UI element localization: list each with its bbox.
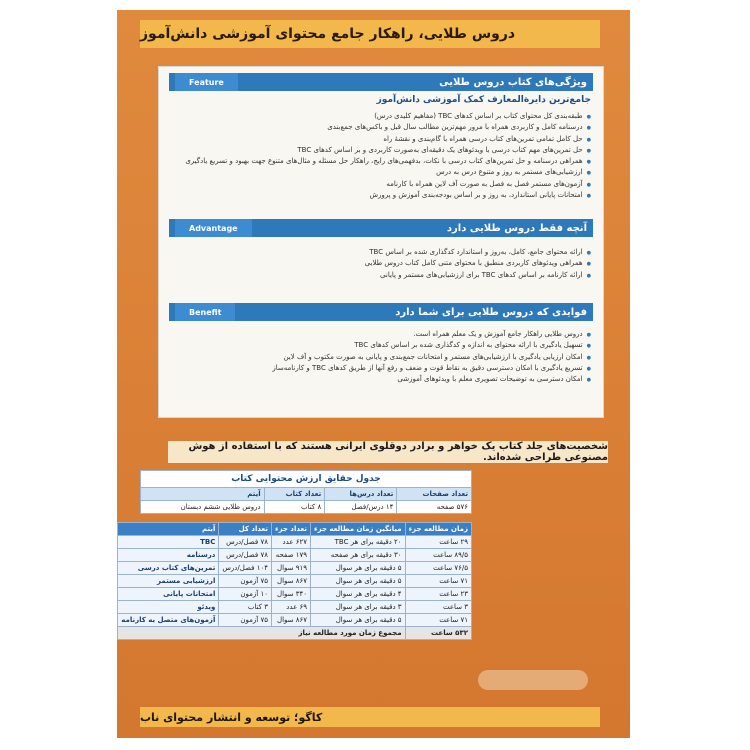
table-cell: ۱۷۹ صفحه (271, 549, 310, 562)
table-cell: ۷۵ آزمون (219, 575, 272, 588)
list-item: ● طبقه‌بندی کل محتوای کتاب بر اساس کدهای TBC (مفاهیم کلیدی درس) (173, 111, 591, 122)
table-cell: ۳۰ دقیقه برای هر صفحه (311, 549, 406, 562)
table-row (118, 601, 472, 614)
cover-title: دروس طلایی، راهکار جامع محتوای آموزشی دانش‌آموز (140, 20, 600, 48)
publisher-footer: کاگو؛ توسعه و انتشار محتوای ناب (140, 707, 600, 727)
total-label: مجموع زمان مورد مطالعه نیاز (118, 627, 405, 640)
list-item: ● دروس طلایی راهکار جامع آموزش و یک معلم همراه است. (173, 329, 591, 340)
list-item: ● آزمون‌های مستمر فصل به فصل به صورت آف لاین همراه با کارنامه (173, 179, 591, 190)
table-header: تعداد کل (219, 523, 272, 536)
table-header: آیتم (118, 523, 219, 536)
table-cell: ۵ دقیقه برای هر سوال (311, 575, 406, 588)
table-header: تعداد صفحات (397, 488, 472, 501)
advantage-en-label: Advantage (175, 219, 252, 237)
table-cell: ۴ دقیقه برای هر سوال (311, 588, 406, 601)
table-cell: ۶۹ عدد (271, 601, 310, 614)
tables-card (121, 470, 472, 670)
facts-table-title: جدول حقایق ارزش محتوایی کتاب (141, 471, 472, 488)
table-cell: ۷۸ فصل/درس (219, 549, 272, 562)
feature-header-label: ویژگی‌های کتاب دروس طلایی (439, 76, 587, 88)
table-header: زمان مطالعه جزء (405, 523, 471, 536)
total-value: ۵۳۲ ساعت (405, 627, 471, 640)
benefit-list (173, 329, 591, 385)
table-cell: دروس طلایی ششم دبستان (141, 501, 265, 514)
table-cell: امتحانات پایانی (118, 588, 219, 601)
advantage-header-label: آنچه فقط دروس طلایی دارد (446, 222, 587, 234)
benefit-header (169, 303, 593, 321)
table-header: آیتم (141, 488, 265, 501)
table-cell: ۱۴ درس/فصل (325, 501, 397, 514)
table-cell: ۳۴۰ سوال (271, 588, 310, 601)
cover-caption: شخصیت‌های جلد کتاب یک خواهر و برادر دوقلوی ایرانی هستند که با استفاده از هوش مصنوعی طراحی شده‌اند. (168, 441, 608, 463)
table-cell: ۶۲۷ عدد (271, 536, 310, 549)
table-row (118, 536, 472, 549)
list-item: ● همراهی ویدئوهای کاربردی منطبق با محتوای متنی کامل کتاب دروس طلایی (173, 258, 591, 269)
table-row (118, 549, 472, 562)
table-cell: ویدئو (118, 601, 219, 614)
table-header: تعداد درس‌ها (325, 488, 397, 501)
table-cell: ۷۶/۵ ساعت (405, 562, 471, 575)
feature-en-label: Feature (175, 73, 238, 91)
feature-header (169, 73, 593, 91)
table-row (141, 501, 472, 514)
table-cell: ۵ دقیقه برای هر سوال (311, 614, 406, 627)
table-cell: TBC (118, 536, 219, 549)
list-item: ● حل تمرین‌های مهم کتاب درسی با ویدئوهای یک دقیقه‌ای به‌صورت کاربردی و بر اساس کدهای TBC (173, 145, 591, 156)
table-cell: ۵ دقیقه برای هر سوال (311, 562, 406, 575)
feature-subtitle: جامع‌ترین دایرةالمعارف کمک آموزشی دانش‌آموز (376, 95, 591, 105)
table-header: تعداد کتاب (264, 488, 325, 501)
facts-table (140, 470, 472, 514)
table-cell: ۷۱ ساعت (405, 614, 471, 627)
table-cell: ۸۹/۵ ساعت (405, 549, 471, 562)
list-item: ● ارزشیابی‌های مستمر به روز و متنوع درس به درس (173, 167, 591, 178)
table-cell: ۲۳ ساعت (405, 588, 471, 601)
list-item: ● ارائه محتوای جامع، کامل، به‌روز و استاندارد کدگذاری شده بر اساس TBC (173, 247, 591, 258)
table-cell: ۳ ساعت (405, 601, 471, 614)
table-cell: ۸ کتاب (264, 501, 325, 514)
table-header: تعداد جزء (271, 523, 310, 536)
feature-list (173, 111, 591, 201)
table-cell: ۳ دقیقه برای هر سوال (311, 601, 406, 614)
table-cell: ۷۸ فصل/درس (219, 536, 272, 549)
table-cell: ۷۱ ساعت (405, 575, 471, 588)
blurred-sticker (478, 670, 588, 690)
list-item: ● امتحانات پایانی استاندارد، به روز و بر اساس بودجه‌بندی آموزش و پرورش (173, 190, 591, 201)
table-header: میانگین زمان مطالعه جزء (311, 523, 406, 536)
list-item: ● تسریع یادگیری با امکان دسترسی دقیق به نقاط قوت و ضعف و رفع آنها از طریق کدهای TBC و کارنامه‌ساز (173, 363, 591, 374)
table-cell: ۳ کتاب (219, 601, 272, 614)
total-row (118, 627, 472, 640)
table-cell: ۲۰ دقیقه برای هر TBC (311, 536, 406, 549)
table-cell: ۸۶۷ سوال (271, 614, 310, 627)
table-row (118, 575, 472, 588)
advantage-list (173, 247, 591, 281)
benefit-header-label: فوایدی که دروس طلایی برای شما دارد (395, 306, 587, 318)
table-cell: ۱۰۴ فصل/درس (219, 562, 272, 575)
table-row (118, 588, 472, 601)
table-cell: ارزشیابی مستمر (118, 575, 219, 588)
study-time-table (117, 522, 472, 640)
table-cell: ۹۱۹ سوال (271, 562, 310, 575)
list-item: ● حل کامل تمامی تمرین‌های کتاب درسی همراه با گام‌بندی و نقشهٔ راه (173, 134, 591, 145)
table-cell: تمرین‌های کتاب درسی (118, 562, 219, 575)
table-row (118, 614, 472, 627)
advantage-header (169, 219, 593, 237)
table-cell: ۲۹ ساعت (405, 536, 471, 549)
table-cell: ۷۵ آزمون (219, 614, 272, 627)
list-item: ● امکان ارزیابی یادگیری با ارزشیابی‌های مستمر و امتحانات جمع‌بندی و پایانی به صورت مکتوب و آف لاین (173, 352, 591, 363)
table-row (118, 562, 472, 575)
table-cell: آزمون‌های متصل به کارنامه (118, 614, 219, 627)
table-cell: ۵۷۶ صفحه (397, 501, 472, 514)
table-cell: درسنامه (118, 549, 219, 562)
info-card (158, 66, 604, 418)
table-cell: ۸۶۷ سوال (271, 575, 310, 588)
benefit-en-label: Benefit (175, 303, 235, 321)
list-item: ● درسنامه کامل و کاربردی همراه با مرور مهم‌ترین مطالب سال قبل و باکس‌های جمع‌بندی (173, 122, 591, 133)
list-item: ● ارائه کارنامه بر اساس کدهای TBC برای ارزشیابی‌های مستمر و پایانی (173, 270, 591, 281)
list-item: ● امکان دسترسی به توضیحات تصویری معلم با ویدئوهای آموزشی (173, 374, 591, 385)
table-cell: ۱۰ آزمون (219, 588, 272, 601)
list-item: ● تسهیل یادگیری با ارائه محتوای به اندازه و کدگذاری شده بر اساس کدهای TBC (173, 340, 591, 351)
list-item: ● همراهی درسنامه و حل تمرین‌های کتاب درسی با نکات، بدفهمی‌های رایج، راهکار حل مسئله و مثال‌های متنوع جهت بهبود و تسریع یادگیری (173, 156, 591, 167)
